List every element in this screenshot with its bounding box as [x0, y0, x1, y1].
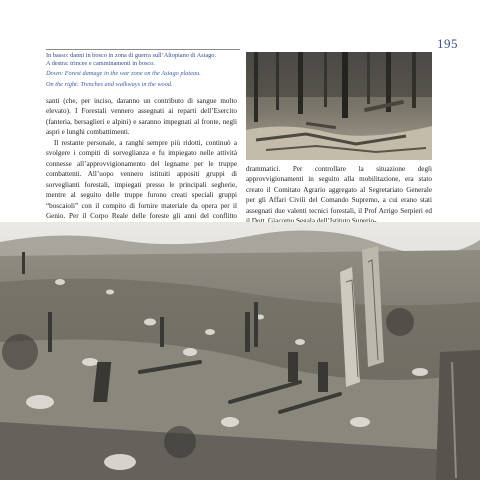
- page-number: 195: [437, 36, 458, 51]
- caption-rule: [46, 49, 240, 50]
- caption-english-line-2: On the right: Trenches and walkways in the wood.: [46, 80, 173, 88]
- photo-caption: [46, 52, 242, 89]
- caption-italian-line-2: A destra: trincee e camminamenti in bosco.: [46, 60, 155, 68]
- forest-damage-photo: [0, 222, 480, 480]
- paragraph: Il restante personale, a ranghi sempre più ridotti, continuò a svolgere i compiti di sorveglianza e fu impiegato nelle attività connesse all’approvvigionamento del legname per le truppe combattenti. All’uopo vennero istituiti appositi gruppi di sorveglianti forestali, impiegati presso le principali segherie, mentre al seguito delle truppe furono creati speciali gruppi “boscaioli” con il compito di fornire materiale da opera per il Genio. Per il Corpo Reale delle foreste gli anni del conflitto: [46, 138, 237, 220]
- body-text-left-column: [46, 96, 237, 232]
- caption-italian-line-1: In basso: danni in bosco in zona di guerra sull’Altopiano di Asiago.: [46, 52, 216, 59]
- trenches-photo: [246, 52, 432, 160]
- paragraph: drammatici. Per controllare la situazione degli approvvigionamenti in seguito alla mobilitazione, era stato creato il Comitato Agrario aggregato al Segretariato Generale per gli Affari Civili del Comando Supremo, a cui erano stati assegnati due valenti tecnici forestali, il Prof Arrigo Serpieri ed: [246, 165, 432, 215]
- paragraph: santi (che, per inciso, daranno un contributo di sangue molto elevato). I Forestali vennero assegnati ai reparti dell’Esercito (fanteria, bersaglieri e alpini) e saranno impegnati al fronte, negli aspri e lunghi combattimenti.: [46, 97, 237, 137]
- caption-english-line-1: Down: Forest damage in the war zone on the Asiago plateau.: [46, 70, 201, 78]
- body-text-right-column: [246, 164, 432, 227]
